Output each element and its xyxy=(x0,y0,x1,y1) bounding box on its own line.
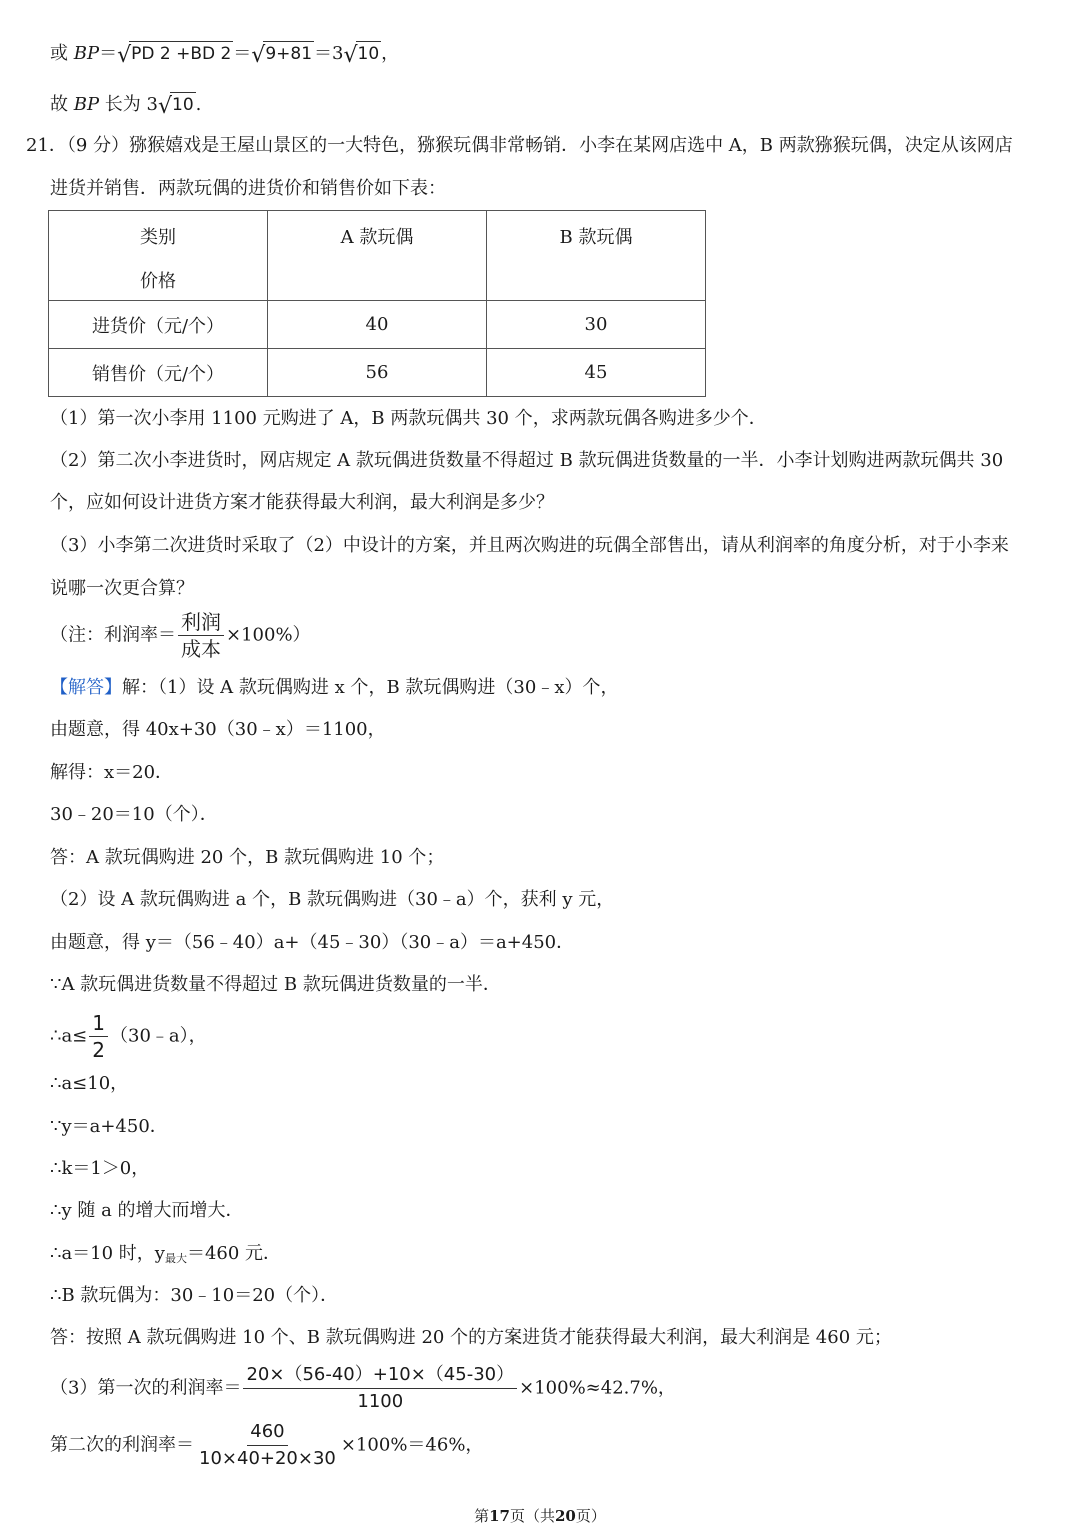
text: 或 xyxy=(50,43,74,64)
text: ∴a≤ xyxy=(50,1025,88,1047)
header-b: B 款玩偶 xyxy=(559,227,633,248)
text: 故 xyxy=(50,94,74,115)
text: . xyxy=(195,94,202,115)
text: ， xyxy=(381,43,400,64)
text: 第 xyxy=(474,1507,490,1525)
text: （注：利润率＝ xyxy=(50,624,176,646)
denominator: 1100 xyxy=(357,1391,404,1412)
text: ＝460 元． xyxy=(186,1243,282,1264)
question-2-line-1: （2）第二次小李进货时，网店规定 A 款玩偶进货数量不得超过 B 款玩偶进货数量的一半．小李计划购进两款玩偶共 30 xyxy=(50,450,1004,471)
radicand: 10 xyxy=(170,92,196,117)
row-label: 进货价（元/个） xyxy=(49,301,268,349)
header-cell-b xyxy=(487,211,706,301)
text: （3）第一次的利润率＝ xyxy=(50,1377,242,1399)
numerator: 20×（56-40）+10×（45-30） xyxy=(243,1363,517,1389)
text: ＝ xyxy=(233,43,252,64)
solution-line-17 xyxy=(50,1363,676,1414)
profit-rate-note xyxy=(50,610,311,661)
solution-line-5: 答：A 款玩偶购进 20 个，B 款玩偶购进 10 个； xyxy=(50,847,445,868)
solution-line-14 xyxy=(50,1242,281,1271)
solution-line-10: ∴a≤10， xyxy=(50,1073,129,1094)
solution-line-18 xyxy=(50,1420,483,1471)
cell-value: 56 xyxy=(268,349,487,397)
page-total: 20 xyxy=(555,1507,576,1525)
text: ×100%） xyxy=(226,624,311,646)
text: 页（共 xyxy=(509,1507,555,1525)
header-a: A 款玩偶 xyxy=(340,227,414,248)
cell-value: 40 xyxy=(268,301,487,349)
fraction-second-rate xyxy=(196,1420,339,1471)
fraction-first-rate xyxy=(243,1363,517,1414)
problem-line-2: 进货并销售．两款玩偶的进货价和销售价如下表： xyxy=(50,178,446,199)
fraction-half xyxy=(89,1011,108,1062)
text: ∴a＝10 时，y xyxy=(50,1243,165,1264)
text: 解：（1）设 A 款玩偶购进 x 个，B 款玩偶购进（30﹣x）个， xyxy=(122,677,619,698)
solution-line-12: ∴k＝1＞0， xyxy=(50,1158,150,1179)
formula-line-bp-answer xyxy=(50,92,201,119)
solution-line-1 xyxy=(50,676,619,700)
solution-line-2: 由题意，得 40x+30（30﹣x）＝1100， xyxy=(50,719,386,740)
solution-line-16: 答：按照 A 款玩偶购进 10 个、B 款玩偶购进 20 个的方案进货才能获得最大利润，最大利润是 460 元； xyxy=(50,1327,892,1348)
sqrt-icon: √ xyxy=(117,43,132,68)
denominator: 10×40+20×30 xyxy=(199,1448,336,1469)
denominator: 2 xyxy=(92,1038,105,1062)
sqrt-icon: √ xyxy=(251,43,266,68)
solution-line-7: 由题意，得 y＝（56﹣40）a+（45﹣30）（30﹣a）＝a+450． xyxy=(50,932,575,953)
header-cell-category xyxy=(49,211,268,301)
sqrt-icon: √ xyxy=(157,94,173,119)
text: ＝3 xyxy=(314,43,344,64)
header-price: 价格 xyxy=(140,271,176,292)
table-row xyxy=(49,349,706,397)
text: （30﹣a）， xyxy=(110,1025,207,1047)
question-1: （1）第一次小李用 1100 元购进了 A，B 两款玩偶共 30 个，求两款玩偶各购进多少个． xyxy=(50,408,767,429)
table-header-row xyxy=(49,211,706,301)
problem-line-1: 21．（9 分）猕猴嬉戏是王屋山景区的一大特色，猕猴玩偶非常畅销．小李在某网店选中 A，B 两款猕猴玩偶，决定从该网店 xyxy=(26,135,1013,156)
var-bp: BP xyxy=(73,43,100,64)
solution-line-4: 30﹣20＝10（个）． xyxy=(50,804,218,825)
page-footer xyxy=(0,1505,1080,1526)
sqrt-icon: √ xyxy=(343,43,358,68)
question-2-line-2: 个，应如何设计进货方案才能获得最大利润，最大利润是多少？ xyxy=(50,492,554,513)
solution-line-6: （2）设 A 款玩偶购进 a 个，B 款玩偶购进（30﹣a）个，获利 y 元， xyxy=(50,889,615,910)
text: ×100%＝46%， xyxy=(340,1434,484,1456)
text: ×100%≈42.7%， xyxy=(519,1377,676,1399)
text: 页） xyxy=(575,1507,606,1525)
radicand: 10 xyxy=(356,41,382,66)
subscript-max: 最大 xyxy=(164,1252,187,1265)
fraction-profit-cost xyxy=(178,610,224,661)
question-3-line-2: 说哪一次更合算？ xyxy=(50,578,194,599)
text: 长为 3 xyxy=(99,94,158,115)
cell-value: 30 xyxy=(487,301,706,349)
question-3-line-1: （3）小李第二次进货时采取了（2）中设计的方案，并且两次购进的玩偶全部售出，请从利润率的角度分析，对于小李来 xyxy=(50,535,1009,556)
text: 第二次的利润率＝ xyxy=(50,1434,194,1456)
formula-line-bp-alt xyxy=(50,41,399,68)
numerator: 1 xyxy=(89,1011,108,1037)
solution-line-9 xyxy=(50,1011,207,1062)
cell-value: 45 xyxy=(487,349,706,397)
solution-line-15: ∴B 款玩偶为：30﹣10＝20（个）． xyxy=(50,1285,339,1306)
solution-line-11: ∵y＝a+450． xyxy=(50,1116,168,1137)
header-cell-a xyxy=(268,211,487,301)
denominator: 成本 xyxy=(181,637,221,661)
numerator: 利润 xyxy=(178,610,224,636)
solution-line-8: ∵A 款玩偶进货数量不得超过 B 款玩偶进货数量的一半． xyxy=(50,974,501,995)
solution-line-3: 解得：x＝20． xyxy=(50,762,174,783)
price-table xyxy=(48,210,706,397)
page-number: 17 xyxy=(489,1507,510,1525)
solution-tag: 【解答】 xyxy=(50,677,122,698)
solution-line-13: ∴y 随 a 的增大而增大． xyxy=(50,1200,244,1221)
numerator: 460 xyxy=(247,1420,287,1446)
row-label: 销售价（元/个） xyxy=(49,349,268,397)
radicand: PD 2 +BD 2 xyxy=(129,41,233,66)
radicand: 9+81 xyxy=(263,41,314,66)
table-row xyxy=(49,301,706,349)
var-bp: BP xyxy=(73,94,100,115)
text: ＝ xyxy=(99,43,118,64)
header-category: 类别 xyxy=(140,227,176,248)
